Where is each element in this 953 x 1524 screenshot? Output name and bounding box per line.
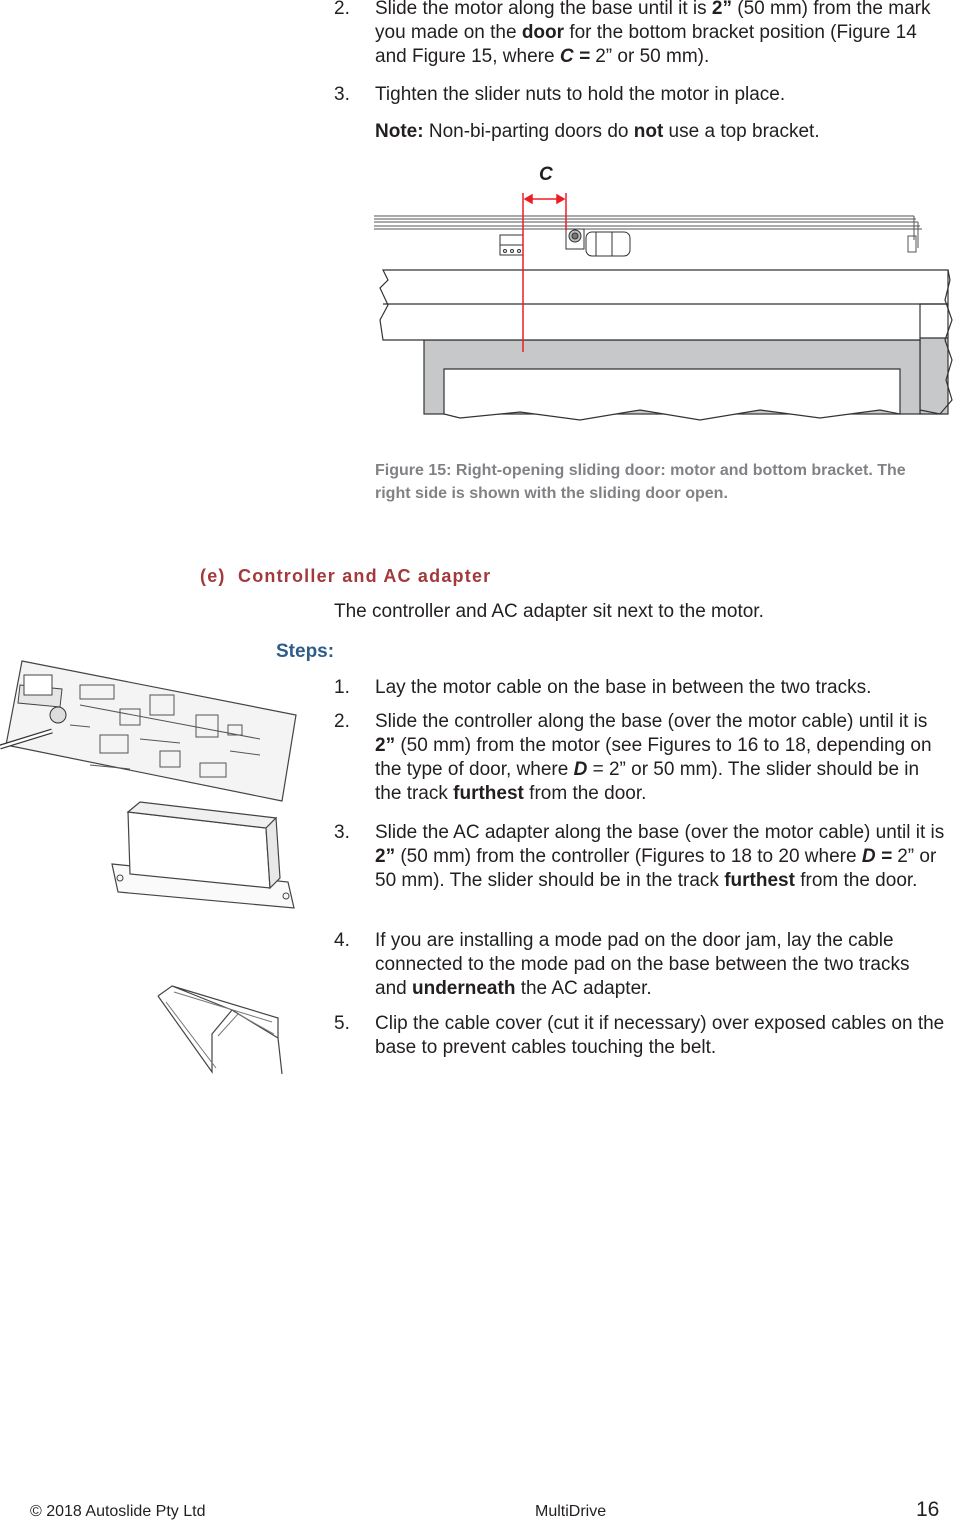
- ac-adapter-illustration: [108, 800, 303, 915]
- section-intro: The controller and AC adapter sit next to the motor.: [334, 601, 764, 622]
- step-2-top: [334, 0, 946, 69]
- step-number: 1.: [334, 677, 350, 698]
- section-title: (e) Controller and AC adapter: [200, 566, 492, 586]
- step-number: 3.: [334, 84, 350, 105]
- step-number: 5.: [334, 1013, 350, 1034]
- step-text: Slide the AC adapter along the base (over the motor cable) until it is 2” (50 mm) from the controller (Figures to 18 to 20 where D = 2” or 50 mm). The slider should be in the track furthest from the door.: [375, 822, 945, 891]
- step-3-top: [334, 83, 946, 107]
- dimension-c-label: C: [539, 164, 553, 185]
- step-text: Slide the controller along the base (over the motor cable) until it is 2” (50 mm) from the motor (see Figures to 16 to 18, depending on the type of door, where D = 2” or 50 mm). The slider should be in the track furthest from the door.: [375, 711, 932, 804]
- note-text: Note: Non-bi-parting doors do not use a top bracket.: [375, 121, 820, 142]
- figure-15-illustration: [370, 160, 953, 430]
- controller-board-illustration: [0, 655, 300, 805]
- step-text: Clip the cable cover (cut it if necessary) over exposed cables on the base to prevent cables touching the belt.: [375, 1013, 945, 1058]
- step-text: If you are installing a mode pad on the door jam, lay the cable connected to the mode pad on the base between the two tracks and underneath the AC adapter.: [375, 930, 910, 999]
- note: [334, 120, 946, 144]
- steps-label: Steps:: [276, 641, 335, 662]
- step-text: Slide the motor along the base until it is 2” (50 mm) from the mark you made on the door for the bottom bracket position (Figure 14 and Figure 15, where C = 2” or 50 mm).: [375, 0, 931, 67]
- motor: [566, 229, 630, 256]
- footer-copyright: © 2018 Autoslide Pty Ltd: [30, 1503, 206, 1520]
- footer-product: MultiDrive: [535, 1503, 607, 1520]
- figure-15-caption: Figure 15: Right-opening sliding door: motor and bottom bracket. The right side is shown with the sliding door open.: [375, 462, 906, 502]
- footer-page-number: 16: [916, 1498, 940, 1521]
- cable-cover-illustration: [152, 982, 287, 1074]
- step-3: [334, 821, 946, 893]
- track-rails: [374, 216, 922, 252]
- step-number: 2.: [334, 711, 350, 732]
- step-5: [334, 1012, 946, 1060]
- step-number: 2.: [334, 0, 350, 19]
- door-panels: [380, 270, 952, 420]
- step-1: [334, 676, 946, 700]
- step-text: Tighten the slider nuts to hold the motor in place.: [375, 84, 786, 105]
- step-2: [334, 710, 946, 806]
- step-4: [334, 929, 946, 1001]
- step-number: 4.: [334, 930, 350, 951]
- bottom-bracket: [500, 235, 523, 255]
- step-text: Lay the motor cable on the base in between the two tracks.: [375, 677, 872, 698]
- step-number: 3.: [334, 822, 350, 843]
